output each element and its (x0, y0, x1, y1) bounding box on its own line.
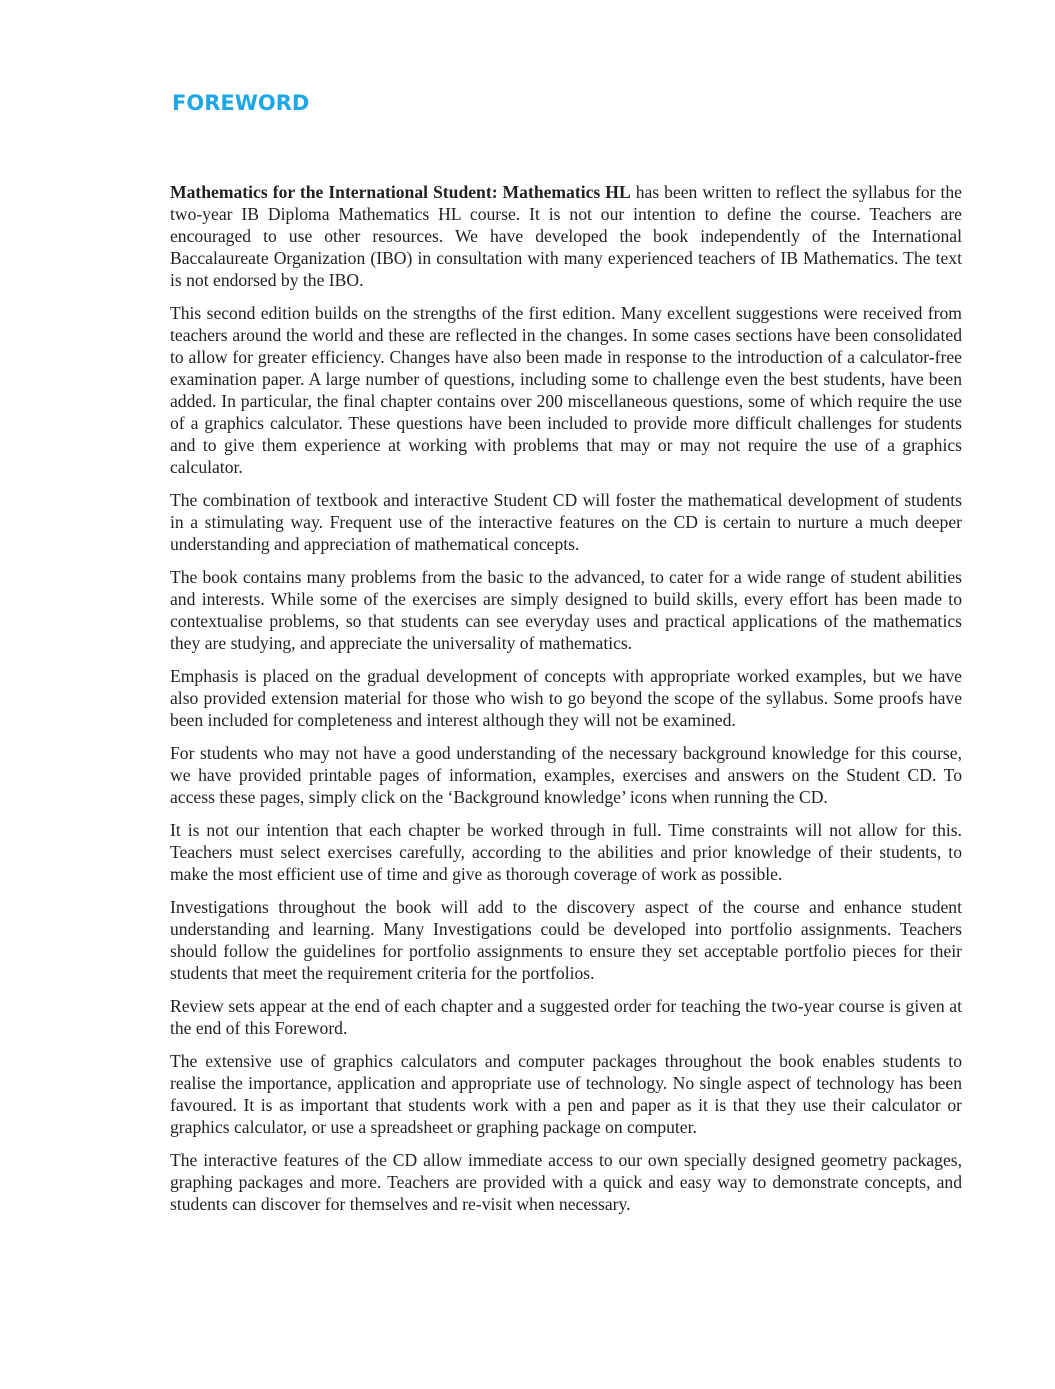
foreword-body (170, 181, 962, 1226)
paragraph-8: Investigations throughout the book will add to the discovery aspect of the course and enhance student understanding and learning. Many Investigations could be developed into portfolio assignments. Teachers should follow the guidelines for portfolio assignments to ensure they set acceptable portfolio pieces for their students that meet the requirement criteria for the portfolios. (170, 897, 962, 983)
paragraph-3: The combination of textbook and interactive Student CD will foster the mathematical development of students in a stimulating way. Frequent use of the interactive features on the CD is certain to nurture a much deeper understanding and appreciation of mathematical concepts. (170, 490, 962, 554)
book-title: Mathematics for the International Student: Mathematics HL (170, 182, 631, 202)
paragraph-10: The extensive use of graphics calculators and computer packages throughout the book enables students to realise the importance, application and appropriate use of technology. No single aspect of technology has been favoured. It is as important that students work with a pen and paper as it is that they use their calculator or graphics calculator, or use a spreadsheet or graphing package on computer. (170, 1051, 962, 1137)
paragraph-7: It is not our intention that each chapter be worked through in full. Time constraints will not allow for this. Teachers must select exercises carefully, according to the abilities and prior knowledge of their students, to make the most efficient use of time and give as thorough coverage of work as possible. (170, 820, 962, 884)
paragraph-1 (170, 181, 962, 291)
paragraph-2: This second edition builds on the strengths of the first edition. Many excellent suggestions were received from teachers around the world and these are reflected in the changes. In some cases sections have been consolidated to allow for greater efficiency. Changes have also been made in response to the introduction of a calculator-free examination paper. A large number of questions, including some to challenge even the best students, have been added. In particular, the final chapter contains over 200 miscellaneous questions, some of which require the use of a graphics calculator. These questions have been included to provide more difficult challenges for students and to give them experience at working with problems that may or may not require the use of a graphics calculator. (170, 303, 962, 477)
paragraph-6: For students who may not have a good understanding of the necessary background knowledge for this course, we have provided printable pages of information, examples, exercises and answers on the Student CD. To access these pages, simply click on the ‘Background knowledge’ icons when running the CD. (170, 743, 962, 807)
page-heading: FOREWORD (172, 91, 310, 115)
paragraph-11: The interactive features of the CD allow immediate access to our own specially designed geometry packages, graphing packages and more. Teachers are provided with a quick and easy way to demonstrate concepts, and students can discover for themselves and re-visit when necessary. (170, 1150, 962, 1214)
paragraph-4: The book contains many problems from the basic to the advanced, to cater for a wide range of student abilities and interests. While some of the exercises are simply designed to build skills, every effort has been made to contextualise problems, so that students can see everyday uses and practical applications of the mathematics they are studying, and appreciate the universality of mathematics. (170, 567, 962, 653)
paragraph-5: Emphasis is placed on the gradual development of concepts with appropriate worked examples, but we have also provided extension material for those who wish to go beyond the scope of the syllabus. Some proofs have been included for completeness and interest although they will not be examined. (170, 666, 962, 730)
paragraph-1-text: has been written to reflect the syllabus for the two-year IB Diploma Mathematics HL course. It is not our intention to define the course. Teachers are encouraged to use other resources. We have developed the book independently of the International Baccalaureate Organization (IBO) in consultation with many experienced teachers of IB Mathematics. The text is not endorsed by the IBO. (170, 182, 962, 290)
paragraph-9: Review sets appear at the end of each chapter and a suggested order for teaching the two-year course is given at the end of this Foreword. (170, 996, 962, 1038)
